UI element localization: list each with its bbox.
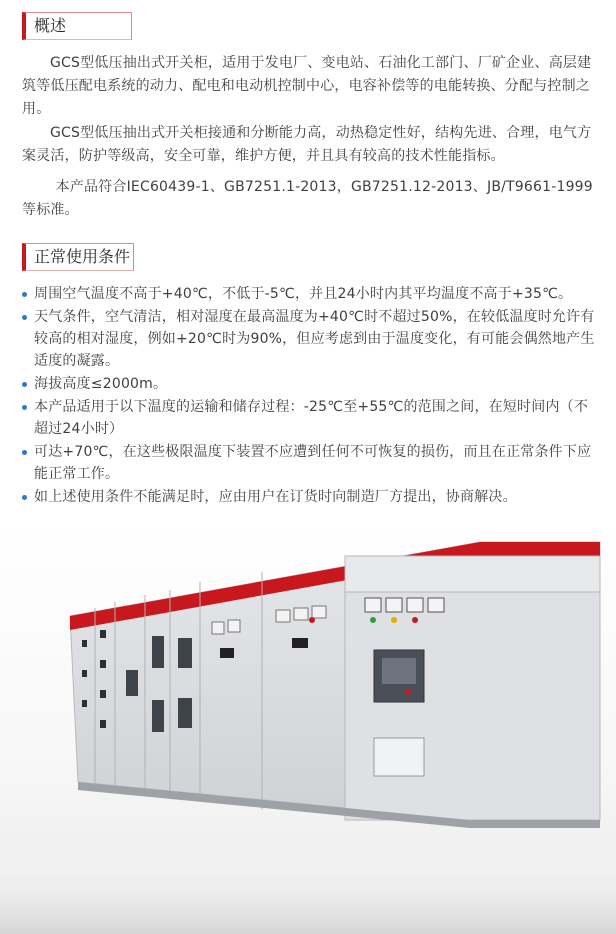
condition-item: 周围空气温度不高于+40℃，不低于-5℃，并且24小时内其平均温度不高于+35℃。 bbox=[22, 283, 598, 305]
condition-item: 可达+70℃，在这些极限温度下装置不应遭到任何不可恢复的损伤，而且在正常条件下应能正常工作。 bbox=[22, 441, 598, 485]
conditions-heading: 正常使用条件 bbox=[22, 243, 134, 271]
product-image bbox=[0, 520, 616, 934]
condition-item: 如上述使用条件不能满足时，应由用户在订货时向制造厂方提出，协商解决。 bbox=[22, 486, 598, 508]
bullet-icon bbox=[22, 450, 27, 455]
overview-paragraph-3: 本产品符合IEC60439-1、GB7251.1-2013，GB7251.12-2013、JB/T9661-1999等标准。 bbox=[22, 179, 593, 218]
overview-paragraph-2: GCS型低压抽出式开关柜接通和分断能力高，动热稳定性好，结构先进、合理，电气方案灵活，防护等级高，安全可靠，维护方便，并且具有较高的技术性能指标。 bbox=[22, 125, 592, 164]
switchgear-cabinet-illustration bbox=[0, 520, 616, 934]
condition-item: 本产品适用于以下温度的运输和储存过程：-25℃至+55℃的范围之间，在短时间内（不超过24小时） bbox=[22, 396, 598, 440]
overview-heading: 概述 bbox=[22, 12, 132, 40]
bullet-icon bbox=[22, 495, 27, 500]
bullet-icon bbox=[22, 405, 27, 410]
bullet-icon bbox=[22, 382, 27, 387]
bullet-icon bbox=[22, 292, 27, 297]
conditions-list bbox=[22, 283, 598, 509]
bullet-icon bbox=[22, 315, 27, 320]
condition-item: 海拔高度≤2000m。 bbox=[22, 373, 598, 395]
overview-paragraph-1: GCS型低压抽出式开关柜，适用于发电厂、变电站、石油化工部门、厂矿企业、高层建筑等低压配电系统的动力、配电和电动机控制中心，电容补偿等的电能转换、分配与控制之用。 bbox=[22, 55, 592, 117]
condition-item: 天气条件，空气清洁，相对湿度在最高温度为+40℃时不超过50%，在较低温度时允许有较高的相对湿度，例如+20℃时为90%，但应考虑到由于温度变化，有可能会偶然地产生适度的凝露。 bbox=[22, 306, 598, 372]
